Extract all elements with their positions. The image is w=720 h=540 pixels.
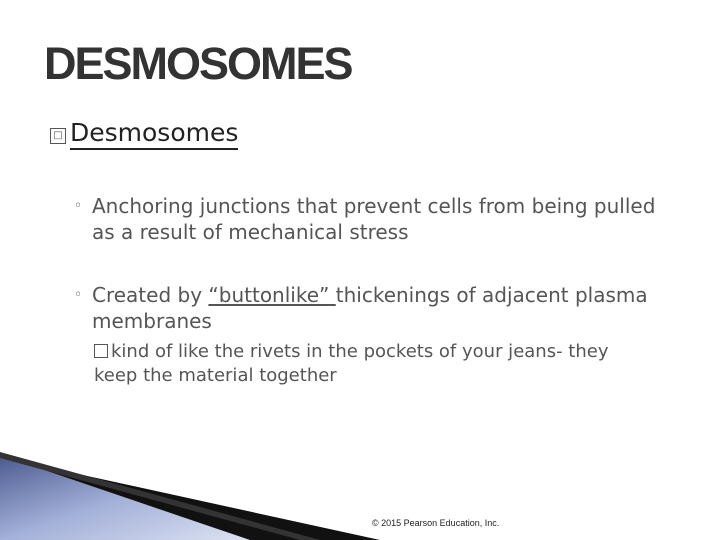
copyright-footer: © 2015 Pearson Education, Inc. — [372, 518, 500, 528]
section-heading — [70, 118, 238, 147]
circle-bullet-icon: ◦ — [74, 287, 83, 303]
bullet-text-underlined: “buttonlike” — [208, 283, 336, 307]
sub-bullet-item — [94, 340, 654, 388]
box-bullet-icon: □ — [50, 128, 66, 144]
sub-bullet-text: kind of like the rivets in the pockets of your jeans- they keep the material together — [94, 341, 609, 386]
bullet-text: Anchoring junctions that prevent cells from being pulled as a result of mechanical stress — [92, 194, 656, 244]
slide-title: DESMOSOMES — [44, 38, 352, 89]
bullet-text-after: thickenings of adjacent plasma membranes — [92, 283, 648, 333]
section-heading-text: Desmosomes — [70, 118, 238, 150]
bullet-text — [92, 282, 662, 334]
box-bullet-icon — [94, 344, 108, 358]
bullet-text-before: Created by — [92, 283, 209, 307]
circle-bullet-icon: ◦ — [74, 198, 83, 214]
